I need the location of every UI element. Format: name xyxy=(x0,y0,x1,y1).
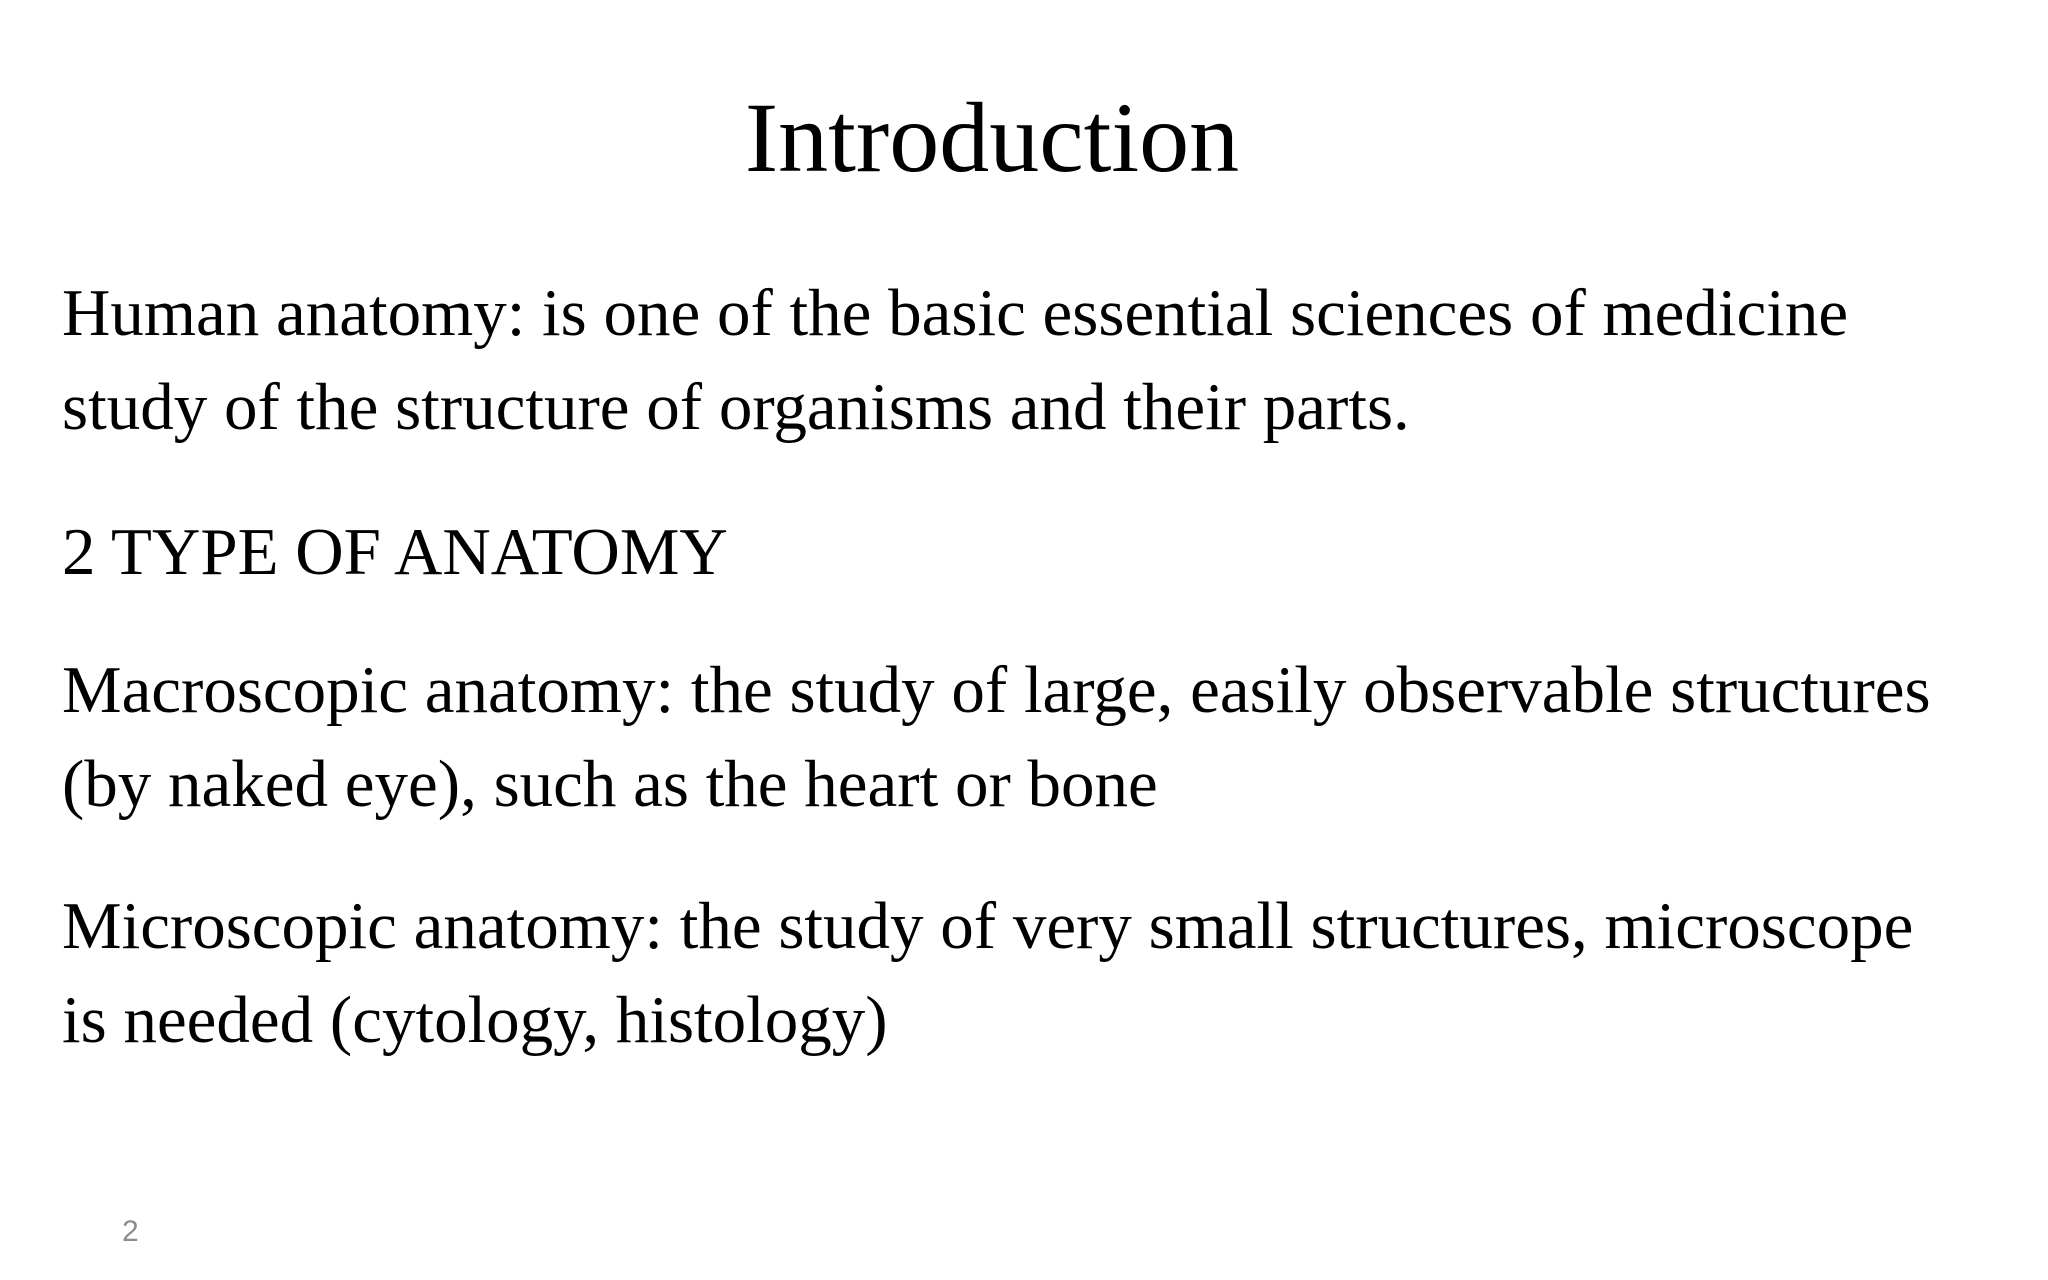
text-line: Microscopic anatomy: the study of very small structures, microscope xyxy=(62,889,1914,963)
definition-paragraph xyxy=(62,266,2022,454)
page-number: 2 xyxy=(122,1215,139,1248)
text-line: 2 TYPE OF ANATOMY xyxy=(62,515,728,589)
text-line: Human anatomy: is one of the basic essential sciences of medicine xyxy=(62,276,1849,350)
text-line: Macroscopic anatomy: the study of large, easily observable structures xyxy=(62,653,1931,727)
text-line: (by naked eye), such as the heart or bone xyxy=(62,747,1158,821)
text-line: is needed (cytology, histology) xyxy=(62,983,888,1057)
slide-title: Introduction xyxy=(744,82,1240,193)
macroscopic-paragraph xyxy=(62,643,2022,831)
text-line: study of the structure of organisms and their parts. xyxy=(62,370,1410,444)
types-heading xyxy=(62,505,2022,599)
microscopic-paragraph xyxy=(62,879,2022,1067)
